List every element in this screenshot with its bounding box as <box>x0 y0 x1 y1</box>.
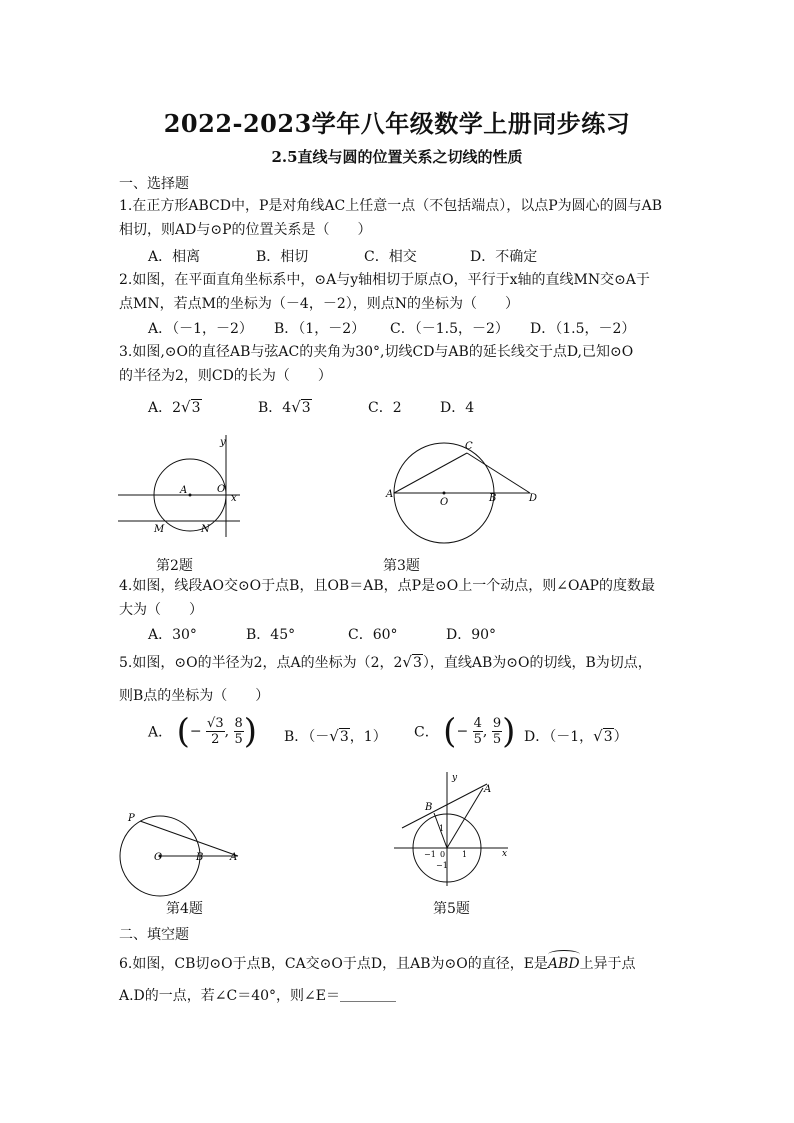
fig5-label-x: x <box>502 849 508 859</box>
fig5-segment-oa <box>447 788 483 848</box>
fig4-label-p: P <box>128 813 135 824</box>
section-heading-fill: 二、填空题 <box>119 927 189 943</box>
fig5-label-neg1-x: −1 <box>424 850 436 859</box>
page-title: 2022-2023学年八年级数学上册同步练习 <box>163 109 631 138</box>
section-heading-choice: 一、选择题 <box>119 176 189 192</box>
q6-arc-abd: ABD <box>547 956 580 972</box>
fig3-label-d: D <box>529 493 538 504</box>
fig2-center-dot <box>189 494 192 497</box>
q5-line1: 5.如图，⊙O的半径为2，点A的坐标为（2，2√3），直线AB为⊙O的切线，B为切点， <box>119 653 652 671</box>
fig5-label-neg1-y: −1 <box>436 861 448 870</box>
q3-line1: 3.如图,⊙O的直径AB与弦AC的夹角为30°,切线CD与AB的延长线交于点D,已知⊙O <box>119 344 634 360</box>
figure-5 <box>392 770 514 888</box>
q3-option-b: B．4√3 <box>258 398 311 416</box>
q5-line2: 则B点的坐标为（ ） <box>119 688 270 704</box>
q5-option-a: A． (− $\frac{√3}{2}$ , $\frac{8}{5}$ ) <box>148 711 258 752</box>
fig2-label-n: N <box>201 524 210 535</box>
q2-option-a: A．（－1，－2） <box>148 321 253 337</box>
fig3-label-a: A <box>386 489 394 500</box>
fig2-label-m: M <box>154 524 165 535</box>
fig3-label-o: O <box>440 497 449 508</box>
q4-line1: 4.如图，线段AO交⊙O于点B，且OB＝AB，点P是⊙O上一个动点，则∠OAP的度数最 <box>119 578 655 594</box>
q1-option-d: D．不确定 <box>470 249 538 265</box>
figure-5-caption: 第5题 <box>433 901 470 917</box>
q4-option-c: C．60° <box>348 627 398 643</box>
q1-option-a: A．相离 <box>148 249 201 265</box>
q6-line1: 6.如图，CB切⊙O于点B，CA交⊙O于点D，且AB为⊙O的直径，E是ABD上异于点 <box>119 956 636 972</box>
fig3-chord-ac <box>394 453 467 493</box>
q4-option-b: B．45° <box>246 627 296 643</box>
fig3-label-c: C <box>465 441 473 452</box>
q5-option-b: B．（－√3，1） <box>284 727 387 745</box>
fig3-center-dot <box>443 492 446 495</box>
fig4-label-a: A <box>230 852 238 863</box>
q3-option-c: C．2 <box>368 400 402 416</box>
q1-line2: 相切，则AD与⊙P的位置关系是（ ） <box>119 222 372 238</box>
page-subtitle: 2.5直线与圆的位置关系之切线的性质 <box>271 148 523 166</box>
fig3-tangent-cd <box>467 453 530 493</box>
q1-line1: 1.在正方形ABCD中，P是对角线AC上任意一点（不包括端点），以点P为圆心的圆与AB <box>119 198 663 214</box>
q3-option-a: A．2√3 <box>148 398 201 416</box>
fig5-label-a: A <box>484 784 492 795</box>
fig2-label-x: x <box>231 493 237 504</box>
figure-2 <box>118 432 248 542</box>
q3-line2: 的半径为2，则CD的长为（ ） <box>119 368 332 384</box>
q2-option-d: D．（1.5，－2） <box>530 321 636 337</box>
fig2-label-y: y <box>220 437 226 448</box>
q4-option-a: A．30° <box>148 627 197 643</box>
fig3-label-b: B <box>489 493 497 504</box>
q2-line1: 2.如图，在平面直角坐标系中，⊙A与y轴相切于原点O，平行于x轴的直线MN交⊙A于 <box>119 272 650 288</box>
fig5-label-b: B <box>425 802 433 813</box>
q3-option-d: D．4 <box>440 400 475 416</box>
fig2-label-o: O <box>217 484 226 495</box>
fig5-label-zero: 0 <box>440 850 446 859</box>
q1-option-c: C．相交 <box>364 249 417 265</box>
fig4-segment-pa <box>140 821 238 856</box>
q2-line2: 点MN，若点M的坐标为（－4，－2），则点N的坐标为（ ） <box>119 296 519 312</box>
fig5-tangent-ab <box>402 784 487 828</box>
q4-option-d: D．90° <box>446 627 497 643</box>
figure-4-caption: 第4题 <box>166 901 203 917</box>
q2-option-b: B．（1，－2） <box>274 321 366 337</box>
fig5-label-y: y <box>452 773 458 783</box>
fig5-label-one-x: 1 <box>462 850 468 859</box>
q6-line2: A.D的一点，若∠C＝40°，则∠E＝＿＿＿＿ <box>119 988 396 1004</box>
q5-option-d: D．（－1，√3） <box>524 727 628 745</box>
q4-line2: 大为（ ） <box>119 602 203 618</box>
q2-option-c: C．（－1.5，－2） <box>390 321 509 337</box>
figure-3 <box>385 440 545 545</box>
q5-option-c: C． (− $\frac{4}{5}$ , $\frac{9}{5}$ ) <box>414 711 516 752</box>
fig4-label-b: B <box>196 852 204 863</box>
q1-option-b: B．相切 <box>256 249 309 265</box>
fig5-label-one-y: 1 <box>439 824 445 833</box>
fig4-label-o: O <box>154 852 163 863</box>
figure-4 <box>118 808 248 898</box>
figure-2-caption: 第2题 <box>156 558 193 574</box>
fig2-label-a: A <box>180 485 188 496</box>
figure-3-caption: 第3题 <box>383 558 420 574</box>
